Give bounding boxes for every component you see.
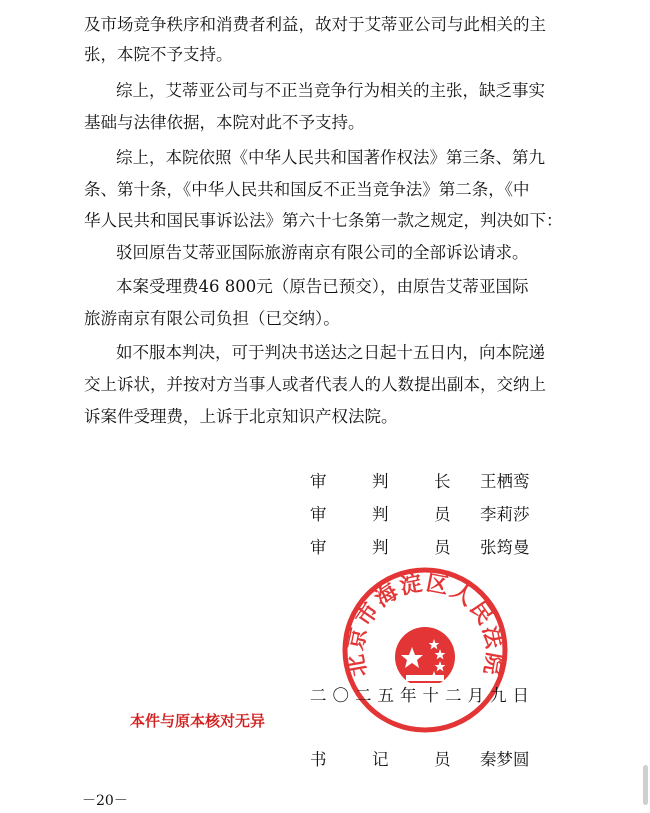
body-line: 驳回原告艾蒂亚国际旅游南京有限公司的全部诉讼请求。: [116, 243, 529, 262]
verification-stamp-text: 本件与原本核对无异: [130, 712, 266, 730]
body-line: 张，本院不予支持。: [84, 45, 233, 64]
body-line: 综上，艾蒂亚公司与不正当竞争行为相关的主张，缺乏事实: [116, 81, 545, 100]
body-line: 条、第十条，《中华人民共和国反不正当竞争法》第二条，《中: [84, 180, 530, 199]
panel-role: 审 判 长: [310, 472, 451, 491]
panel-name: 李莉莎: [480, 505, 530, 524]
clerk-name: 秦梦圆: [480, 750, 530, 769]
body-line: 基础与法律依据，本院对此不予支持。: [84, 113, 365, 132]
body-line: 如不服本判决，可于判决书送达之日起十五日内，向本院递: [116, 343, 545, 362]
panel-role: 审 判 员: [310, 505, 451, 524]
body-line: 综上，本院依照《中华人民共和国著作权法》第三条、第九: [116, 148, 545, 167]
clerk-row: [310, 746, 530, 770]
body-line: 旅游南京有限公司负担（已交纳）。: [84, 309, 340, 328]
body-line: 华人民共和国民事诉讼法》第六十七条第一款之规定，判决如下：: [84, 211, 563, 230]
svg-text:北京市海淀区人民法院: 北京市海淀区人民法院: [342, 569, 508, 679]
body-line: 诉案件受理费，上诉于北京知识产权法院。: [84, 407, 398, 426]
body-line: 本案受理费46 800元（原告已预交），由原告艾蒂亚国际: [116, 277, 529, 296]
scrollbar-thumb[interactable]: [643, 765, 648, 805]
body-line: 及市场竞争秩序和消费者利益，故对于艾蒂亚公司与此相关的主: [84, 15, 546, 34]
panel-role: 审 判 员: [310, 538, 451, 557]
court-seal-icon: [340, 565, 510, 735]
panel-name: 张筠曼: [480, 538, 530, 557]
page-number: －20－: [82, 793, 128, 809]
panel-name: 王栖鸾: [480, 472, 530, 491]
body-line: 交上诉状，并按对方当事人或者代表人的人数提出副本，交纳上: [84, 375, 546, 394]
judgment-date: 二〇二五年十二月九日: [310, 686, 535, 705]
clerk-role: 书 记 员: [310, 750, 451, 769]
